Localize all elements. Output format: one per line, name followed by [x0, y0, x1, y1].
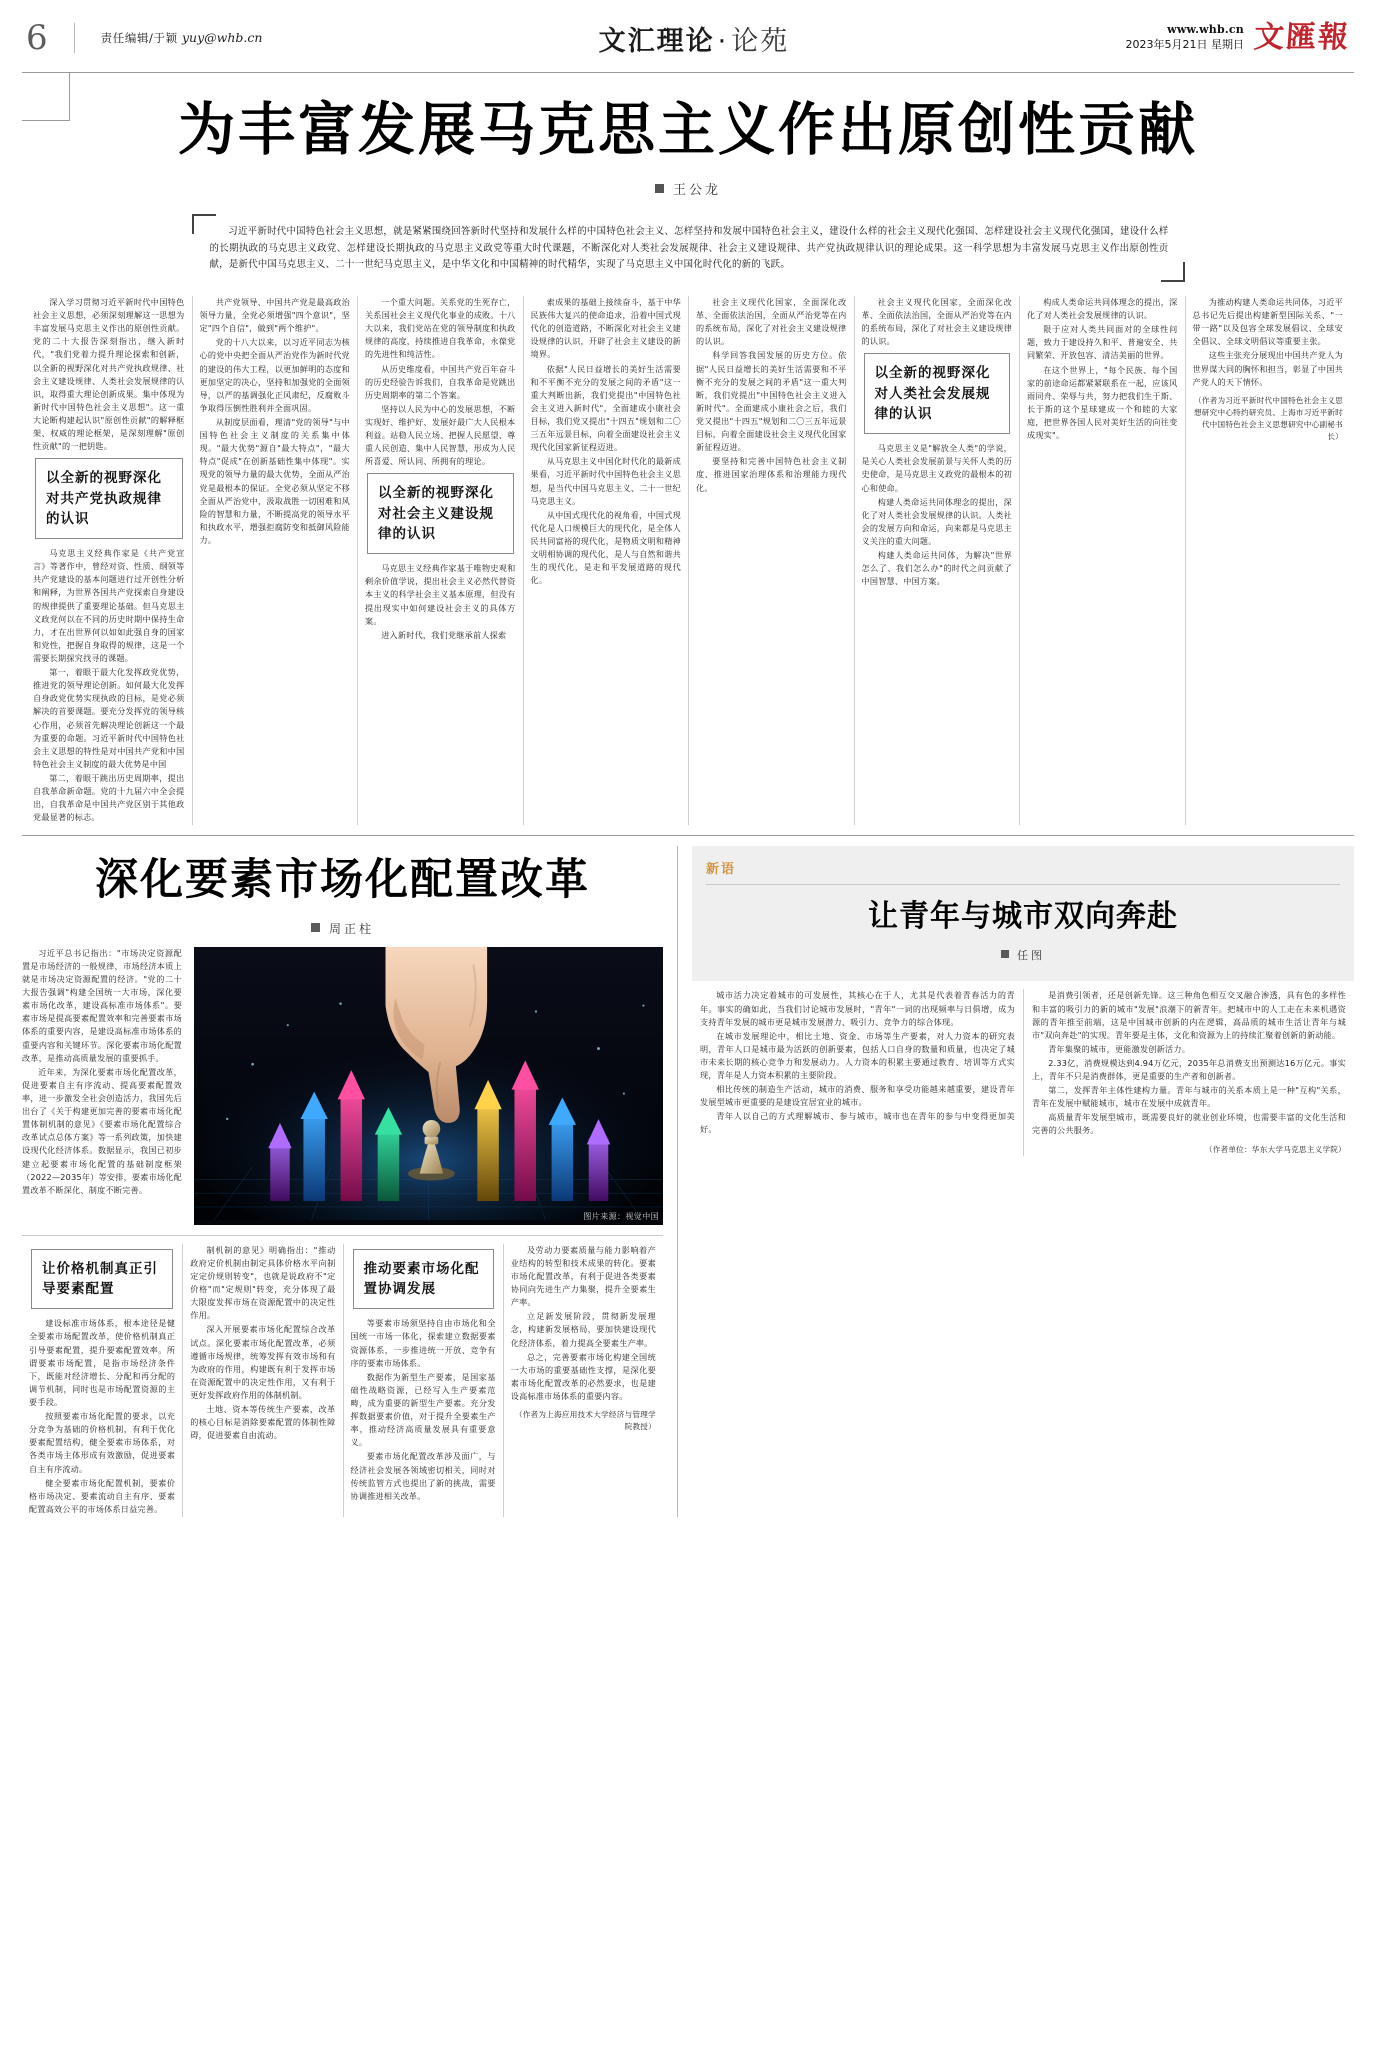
subhead-box [35, 458, 183, 539]
paragraph: 科学回答我国发展的历史方位。依据"人民日益增长的美好生活需要和不平衡不充分的发展之间的矛盾"这一重大判断，我们党提出"中国特色社会主义进入新时代"。全面建成小康社会之后，我们党又提出"十四五"规划和二〇三五年远景目标，向着全面建设社会主义现代化国家新征程迈进。 [696, 350, 847, 453]
editor-label: 责任编辑/于颖 [100, 31, 178, 45]
second-author: 周正柱 [328, 921, 374, 936]
paragraph: 立足新发展阶段，贯彻新发展理念，构建新发展格局，要加快建设现代化经济体系，着力提高全要素生产率。 [510, 1311, 656, 1348]
editor-email: yuy@whb.cn [181, 30, 263, 45]
article-column [182, 1244, 342, 1517]
paragraph: 第二，着眼于跳出历史周期率，提出自我革命新命题。党的十九届六中全会提出，自我革命是中国共产党区别于其他政党最显著的标志。 [33, 772, 185, 823]
second-headline: 深化要素市场化配置改革 [95, 855, 590, 906]
author-signature: （作者单位：华东大学马克思主义学院） [1204, 1144, 1346, 1154]
paragraph: 从马克思主义中国化时代化的最新成果看，习近平新时代中国特色社会主义思想，是当代中国马克思主义、二十一世纪马克思主义。 [530, 456, 681, 506]
photo-and-intro [22, 947, 663, 1225]
article-column [688, 296, 854, 825]
paragraph: 依据"人民日益增长的美好生活需要和不平衡不充分的发展之间的矛盾"这一重大判断出新，我们党提出"中国特色社会主义进入新时代"，全面建成小康社会目标，我们党又提出"十四五"规划和二〇三五年远景目标，向着全面建设社会主义现代化国家新征程迈进。 [530, 363, 681, 453]
paragraph: 在城市发展理论中，相比土地、资金、市场等生产要素，对人力资本的研究表明，青年人口是城市最为活跃的创新要素，包括人口自身的数量和质量，也决定了城市未来长期的核心竞争力和发展动力。人力资本的积累主要通过教育、培训等方式实现，青年是人力资本积累的主要阶段。 [700, 1030, 1015, 1081]
paragraph: 习近平总书记指出："市场决定资源配置是市场经济的一般规律，市场经济本质上就是市场决定资源配置的经济。"党的二十大报告强调"构建全国统一大市场，深化要素市场化改革，建设高标准市场体系"。要素市场是提高要素配置效率和完善要素市场体系的重要内容，是建设高标准市场体系的重要内容和关键环节。深化要素市场化配置改革，是推动高质量发展的重要抓手。 [22, 947, 182, 1063]
paragraph: 等要素市场须坚持自由市场化和全国统一市场一体化，探索建立数据要素资源体系，一步推进统一开放、竞争有序的要素市场体系。 [350, 1318, 496, 1368]
paragraph: 社会主义现代化国家，全面深化改革、全面依法治国，全面从严治党等在内的系统布局，深化了对社会主义建设规律的认识。 [861, 297, 1012, 347]
paragraph: 构建人类命运共同体理念的提出，深化了对人类社会发展规律的认识。人类社会的发展方向和命运，向来都是马克思主义关注的重大问题。 [861, 496, 1012, 546]
newspaper-logo: 文匯報 [1252, 20, 1352, 55]
article-column [26, 296, 192, 825]
article-column [503, 1244, 663, 1517]
paragraph: 限于应对人类共同面对的全球性问题，致力于建设持久和平、普遍安全、共同繁荣、开放包容、清洁美丽的世界。 [1027, 324, 1178, 361]
main-author: 王公龙 [672, 182, 721, 198]
paragraph: 近年来，为深化要素市场化配置改革，促进要素自主有序流动、提高要素配置效率，进一步激发全社会创造活力，我国先后出台了《关于构建更加完善的要素市场化配置体制机制的意见》《要素市场化配置综合改革试点总体方案》等一系列政策，加快建设现代化经济体系。数据显示，我国已初步建立起要素市场化配置的基础制度框架（2022—2035年）等安排，要素市场化配置改革不断深化、制度不断完善。 [22, 1066, 183, 1195]
lower-section [22, 846, 1354, 1517]
paragraph: 按照要素市场化配置的要求，以充分竞争为基础的价格机制，有利于优化要素配置结构，健全要素市场体系，对各类市场主体形成有效激励，促进要素自主有序流动。 [29, 1411, 176, 1474]
third-article [678, 846, 1354, 1517]
bullet-square-icon [1001, 950, 1009, 958]
article-column [22, 1244, 182, 1517]
masthead [0, 0, 1376, 66]
paragraph: 构建人类命运共同体，为解决"世界怎么了、我们怎么办"的时代之问贡献了中国智慧、中国方案。 [861, 550, 1012, 587]
article-photo [194, 947, 663, 1225]
website-url[interactable]: www.whb.cn [1167, 23, 1244, 37]
article-column [343, 1244, 503, 1517]
subhead-text: 推动要素市场化配置协调发展 [363, 1260, 480, 1298]
subhead-box [367, 473, 514, 554]
main-byline [22, 179, 1354, 198]
third-byline [706, 947, 1340, 963]
paragraph: 社会主义现代化国家，全面深化改革、全面依法治国，全面从严治党等在内的系统布局，深化了对社会主义建设规律的认识。 [696, 297, 847, 347]
masthead-left [26, 18, 263, 58]
second-byline [22, 920, 663, 937]
masthead-right [1125, 20, 1352, 55]
paragraph: 党的十八大以来，以习近平同志为核心的党中央把全面从严治党作为新时代党的建设的伟大工程，以更加鲜明的态度和更加坚定的决心，坚持和加强党的全面领导，以严的基调强化正风肃纪，反腐败斗争取得压倒性胜利并全面巩固。 [199, 337, 350, 413]
paragraph: 坚持以人民为中心的发展思想，不断实现好、维护好、发展好最广大人民根本利益。站稳人民立场、把握人民愿望、尊重人民创造、集中人民智慧，形成为人民所喜爱、所认同、所拥有的理论。 [365, 403, 516, 467]
author-signature: （作者为习近平新时代中国特色社会主义思想研究中心特约研究员、上海市习近平新时代中国特色社会主义思想研究中心副秘书长） [1193, 395, 1343, 442]
bullet-square-icon [311, 923, 320, 932]
paragraph: 在这个世界上，"每个民族、每个国家的前途命运都紧紧联系在一起，应该风雨同舟、荣辱与共，努力把我们生于斯、长于斯的这个星球建成一个和睦的大家庭，把世界各国人民对美好生活的向往变成现实"。 [1027, 364, 1178, 441]
subhead-text: 以全新的视野深化对人类社会发展规律的认识 [874, 365, 991, 422]
paragraph: 青年集聚的城市，更能激发创新活力。 [1048, 1043, 1191, 1054]
paragraph: 要坚持和完善中国特色社会主义制度、推进国家治理体系和治理能力现代化。 [696, 456, 847, 493]
subhead-box [31, 1249, 173, 1310]
paragraph: 马克思主义经典作家是《共产党宣言》等著作中，曾经对资、性质、纲领等共产党建设的基本问题进行过开创性分析和阐释，为世界各国共产党探索自身建设的规律提供了重要理论基础。但马克思主义政党何以在不同的历史时期中保持生命力，才在出世界何以如如此强自身的国家和党性，把握自身取得的规律，这是一个需要长期探究找寻的课题。 [33, 548, 185, 663]
paragraph: 是消费引领者，还是创新先锋。这三种角色相互交叉融合渗透，具有色的多样性和丰富的吸引力的新的城市"发展"浪潮下的新青年。把城市中的人工走在未来机遇资源的青年推至前端，这是中国城市创新的内在逻辑，高品质的城市生活让青年与城市"双向奔赴"的实现。青年要是主体，文化和资源为上的持续汇聚着创新的新动能。 [1032, 990, 1346, 1040]
paragraph: 相比传统的制造生产活动，城市的消费、服务和享受功能越来越重要，建设青年发展型城市更重要的是建设宜居宜业的城市。 [700, 1084, 1015, 1108]
chess-hand-illustration-icon [194, 947, 663, 1221]
subhead-box [864, 353, 1011, 434]
paragraph: 为推动构建人类命运共同体，习近平总书记先后提出构建新型国际关系、"一带一路"以及包容全球发展倡议、全球安全倡议、全球文明倡议等重要主张。 [1192, 297, 1343, 347]
paragraph: 及劳动力要素质量与能力影响着产业结构的转型和技术成果的转化。要素市场化配置改革，有利于促进各类要素协同向先进生产力集聚，提升全要素生产率。 [510, 1244, 656, 1308]
article-column [523, 296, 689, 825]
paragraph: 构成人类命运共同体理念的提出，深化了对人类社会发展规律的认识。 [1027, 297, 1178, 321]
subhead-text: 以全新的视野深化对共产党执政规律的认识 [46, 470, 162, 527]
article-column [1185, 296, 1351, 825]
paragraph: 共产党领导、中国共产党是最高政治领导力量，全党必须增强"四个意识"，坚定"四个自信"，做到"两个维护"。 [199, 297, 350, 334]
paragraph: 索成果的基础上接续奋斗，基于中华民族伟大复兴的使命追求，沿着中国式现代化的创造道路，不断深化对社会主义建设规律的认识，开辟了社会主义建设的新境界。 [530, 297, 681, 360]
section-title-dot: · [717, 25, 729, 57]
paragraph: 土地、资本等传统生产要素，改革的核心目标是消除要素配置的体制性障碍，促进要素自由流动。 [190, 1404, 336, 1441]
second-article [22, 846, 677, 1517]
paragraph: 深入学习贯彻习近平新时代中国特色社会主义思想，必须深刻理解这一思想为丰富发展马克思主义作出的原创性贡献。党的二十大报告深刻指出，继入新时代，"我们党着力提升理论探索和创新，以全新的视野深化对共产党执政规律、社会主义建设规律、人类社会发展规律的认识，取得重大理论创新成果。集中体现为新时代中国特色社会主义思想"。这一重大论断构建起认识"原创性贡献"的解释框架、权威的理论框架，是深刻理解"原创性贡献"的一把钥匙。 [33, 297, 185, 452]
paragraph: 青年人以自己的方式理解城市、参与城市，城市也在青年的参与中变得更加美好。 [700, 1111, 1015, 1135]
paragraph: 健全要素市场化配置机制，要素价格市场决定、要素流动自主有序、要素配置高效公平的市场体系日益完善。 [29, 1477, 176, 1514]
paragraph: 第一，着眼于最大化发挥政党优势，推进党的领导理论创新。如何最大化发挥自身政党优势实现执政的目标，是党必须解决的首要课题。要充分发挥党的领导核心作用，必须首先解决理论创新这一个最为重要的命题。习近平新时代中国特色社会主义思想的特性是对中国共产党和中国特色社会主义制度的最大优势是中国 [33, 667, 185, 769]
third-headline: 让青年与城市双向奔赴 [868, 899, 1178, 935]
paragraph: 从制度层面看，理清"党的领导"与中国特色社会主义制度的关系集中体现。"最大优势"源自"最大特点"，"最大特点"促成"在创新基础性集中体现"。实现党的领导力量的最大优势，全面从严治党是最根本的保证。全党必须从坚定不移全面从严治党中，汲取战胜一切困难和风险的智慧和力量，不断提高党的领导水平和执政水平，增强拒腐防变和抵御风险能力。 [199, 417, 350, 545]
photo-wrap [194, 947, 663, 1225]
xinyu-card [692, 846, 1354, 981]
lead-paragraph-box [192, 214, 1185, 282]
editor-credit [89, 30, 263, 46]
masthead-date-block [1126, 23, 1245, 53]
section-title-main: 文汇理论 [598, 25, 715, 57]
article-column [692, 989, 1023, 1155]
paragraph: 马克思主义是"解放全人类"的学说，是关心人类社会发展前景与关怀人类的历史使命，是马克思主义政党的最根本的初心和使命。 [861, 443, 1012, 493]
article-column [1019, 296, 1185, 825]
subhead-text: 让价格机制真正引导要素配置 [42, 1260, 158, 1298]
paragraph: 2.33亿，消费规模达到4.94万亿元，2035年总消费支出预测达16万亿元。事实上，青年不只是消费群体，更是重要的生产者和创新者。 [1032, 1057, 1346, 1082]
article-column [1023, 989, 1354, 1155]
paragraph: 制机制的意见》明确指出："推动政府定价机制由制定具体价格水平向制定定价规则转变"，也就是说政府不"定价格"而"定规则"转变，充分体现了最大限度发挥市场在资源配置中的决定性作用。 [190, 1244, 336, 1321]
subhead-text: 以全新的视野深化对社会主义建设规律的认识 [378, 485, 494, 542]
third-author: 任图 [1017, 949, 1045, 963]
section-tag: 新语 [706, 858, 1340, 885]
bullet-square-icon [655, 184, 664, 193]
paragraph: 城市活力决定着城市的可发展性，其核心在于人，尤其是代表着青春活力的青年。事实的确如此，当我们讨论城市发展时，"青年"一词的出现频率与日俱增，成为支持青年发展的城市更是城市发展潜力、吸引力、竞争力的综合体现。 [700, 990, 1015, 1027]
paragraph: 马克思主义经典作家基于唯物史观和剩余价值学说，提出社会主义必然代替资本主义的科学社会主义基本原理，但没有提出现实中如何建设社会主义的具体方案。 [365, 563, 516, 626]
main-headline-wrap [22, 73, 1354, 210]
paragraph: 第二，发挥青年主体性建构力量。青年与城市的关系本质上是一种"互构"关系，青年在发展中赋能城市，城市在发展中成就青年。 [1032, 1085, 1346, 1109]
paragraph: 一个重大问题。关系党的生死存亡，关系国社会主义现代化事业的成败。十八大以来，我们党站在党的领导制度和执政规律的高度，持续推进自我革命，永葆党的先进性和纯洁性。 [365, 297, 516, 360]
paragraph: 建设标准市场体系，根本途径是健全要素市场配置改革，使价格机制真正引导要素配置，提升要素配置效率。所谓要素市场配置，是指市场经济条件下，既能对经济增长、分配和再分配的调节机制，同时也是市场配置资源的主要手段。 [29, 1318, 176, 1407]
lead-paragraph [210, 224, 1169, 274]
publication-date: 2023年5月21日 星期日 [1125, 38, 1244, 52]
section-title-sub: 论苑 [731, 25, 790, 57]
paragraph: 数据作为新型生产要素，是国家基础性战略资源，已经写入生产要素范畴，成为重要的新型生产要素。充分发挥数据要素价值，对于提升全要素生产率，推动经济高质量发展具有重要意义。 [350, 1371, 496, 1448]
paragraph: 进入新时代，我们党继承前人探索 [381, 629, 507, 640]
paragraph: 总之，完善要素市场化构建全国统一大市场的重要基础性支撑，是深化要素市场化配置改革的必然要求，也是建设高标准市场体系的重要内容。 [510, 1351, 656, 1402]
third-article-columns [692, 981, 1354, 1155]
second-article-columns [22, 1235, 663, 1517]
main-article [22, 72, 1354, 836]
masthead-divider [74, 23, 75, 53]
paragraph: 深入开展要素市场化配置综合改革试点。深化要素市场化配置改革，必须遵循市场规律，统筹发挥有效市场和有为政府的作用，构建既有利于发挥市场在资源配置中的决定性作用，又有利于更好发挥政府作用的体制机制。 [190, 1324, 336, 1401]
article-column [357, 296, 523, 825]
page-number: 6 [26, 18, 48, 58]
paragraph: 这些主张充分展现出中国共产党人为世界谋大同的胸怀和担当，彰显了中国共产党人的天下情怀。 [1192, 350, 1343, 387]
second-intro-column [22, 947, 182, 1225]
decorative-corner [22, 73, 70, 121]
main-headline: 为丰富发展马克思主义作出原创性贡献 [178, 97, 1198, 163]
lead-text: 习近平新时代中国特色社会主义思想，就是紧紧围绕回答新时代坚持和发展什么样的中国特色社会主义、怎样坚持和发展中国特色社会主义，建设什么样的社会主义现代化强国、怎样建设社会主义现代化强国，建设什么样的长期执政的马克思主义政党、怎样建设长期执政的马克思主义政党等重大时代课题，不断深化对人类社会发展规律、社会主义建设规律、共产党执政规律认识的理论成果。这一科学思想为丰富发展马克思主义作出原创性贡献，是新代中国马克思主义、二十一世纪马克思主义，是中华文化和中国精神的时代精华，实现了马克思主义中国化时代化的新的飞跃。 [209, 225, 1169, 271]
section-title [262, 19, 1125, 58]
paragraph: 高质量青年发展型城市，既需要良好的就业创业环境，也需要丰富的文化生活和完善的公共服务。 [1032, 1112, 1346, 1136]
photo-credit: 图片来源：视觉中国 [583, 1211, 659, 1221]
paragraph: 要素市场化配置改革涉及面广，与经济社会发展各领域密切相关，同时对传统监管方式也提出了新的挑战，需要协调推进相关改革。 [350, 1451, 496, 1501]
paragraph: 从历史维度看，中国共产党百年奋斗的历史经验告诉我们，自我革命是党跳出历史周期率的第二个答案。 [365, 363, 516, 400]
paragraph: 从中国式现代化的视角看，中国式现代化是人口规模巨大的现代化，是全体人民共同富裕的现代化，是物质文明和精神文明相协调的现代化，是人与自然和谐共生的现代化，是走和平发展道路的现代化。 [530, 509, 681, 586]
subhead-box [353, 1249, 494, 1310]
author-signature: （作者为上海应用技术大学经济与管理学院教授） [514, 1410, 656, 1432]
article-column [192, 296, 358, 825]
article-column [854, 296, 1020, 825]
main-article-columns [22, 292, 1354, 836]
